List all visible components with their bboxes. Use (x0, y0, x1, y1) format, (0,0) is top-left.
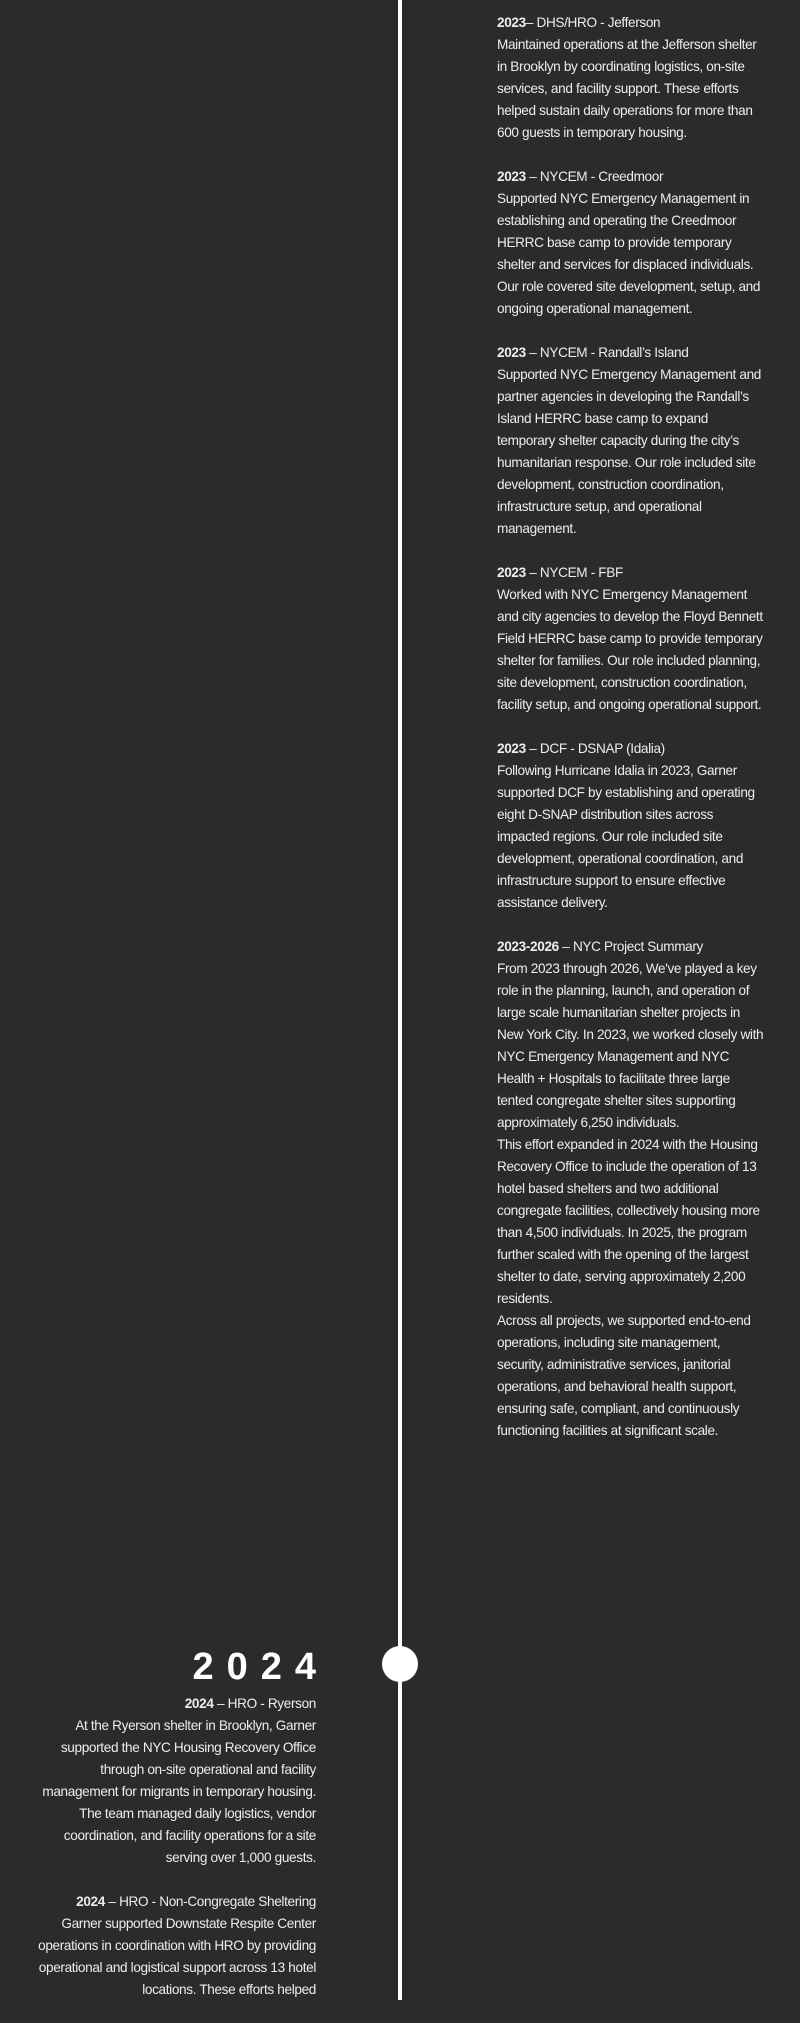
timeline-entry-dsnap-idalia (497, 738, 767, 914)
entry-heading (28, 1891, 316, 1913)
entry-separator: – (525, 565, 540, 580)
entry-description: Supported NYC Emergency Management in establishing and operating the Creedmoor HERRC base camp to provide temporary shelter and services for displaced individuals. Our role covered site development, setup, and ongoing operational management. (497, 191, 761, 316)
entry-description: Garner supported Downstate Respite Center operations in coordination with HRO by providing operational and logistical support across 13 hotel locations. These efforts helped (38, 1916, 316, 1997)
timeline-2023-column (497, 12, 767, 1464)
entry-description: At the Ryerson shelter in Brooklyn, Garner supported the NYC Housing Recovery Office through on-site operational and facility management for migrants in temporary housing. The team managed daily logistics, vendor coordination, and facility operations for a site serving over 1,000 guests. (42, 1718, 316, 1865)
entry-separator: – (525, 169, 540, 184)
entry-description: Supported NYC Emergency Management and partner agencies in developing the Randall’s Island HERRC base camp to expand temporary shelter capacity during the city’s humanitarian response. Our role included site development, construction coordination, infrastructure setup, and operational management. (497, 367, 762, 536)
entry-title: HRO - Ryerson (227, 1696, 316, 1711)
entry-description: From 2023 through 2026, We've played a key role in the planning, launch, and operation of large scale humanitarian shelter projects in New York City. In 2023, we worked closely with NYC Emergency Management and NYC Health + Hospitals to facilitate three large tented congregate shelter sites supporting approximately 6,250 individuals. (497, 961, 764, 1130)
entry-heading (497, 738, 767, 760)
entry-description: Maintained operations at the Jefferson shelter in Brooklyn by coordinating logistics, on-site services, and facility support. These efforts helped sustain daily operations for more than 600 guests in temporary housing. (497, 37, 757, 140)
entry-heading (497, 562, 767, 584)
entry-description: Across all projects, we supported end-to-end operations, including site management, security, administrative services, janitorial operations, and behavioral health support, ensuring safe, compliant, and continuously functioning facilities at significant scale. (497, 1313, 751, 1438)
entry-separator: – (213, 1696, 228, 1711)
year-heading: 2024 (192, 1646, 329, 1688)
entry-description: Following Hurricane Idalia in 2023, Garner supported DCF by establishing and operating eight D-SNAP distribution sites across impacted regions. Our role included site development, operational coordination, and infrastructure support to ensure effective assistance delivery. (497, 763, 755, 910)
entry-title: NYCEM - FBF (539, 565, 623, 580)
entry-year: 2023 (497, 169, 526, 184)
entry-title: NYCEM - Randall’s Island (539, 345, 689, 360)
timeline-2024-column (28, 1646, 329, 2023)
entry-heading (497, 342, 767, 364)
timeline-entry-non-congregate (28, 1891, 316, 2001)
entry-separator: – (104, 1894, 120, 1909)
entry-separator: – (525, 345, 540, 360)
entry-year: 2023 (497, 345, 526, 360)
timeline-entry-randalls-island (497, 342, 767, 540)
entry-year: 2023 (497, 741, 526, 756)
timeline-entry-jefferson (497, 12, 767, 144)
entry-heading (497, 936, 767, 958)
entry-heading (497, 12, 767, 34)
entry-title: DCF - DSNAP (Idalia) (539, 741, 665, 756)
timeline-line (398, 0, 402, 2000)
entry-year: 2023 (497, 565, 526, 580)
entry-separator: – (558, 939, 573, 954)
timeline-entry-nyc-summary (497, 936, 767, 1442)
entry-description: This effort expanded in 2024 with the Housing Recovery Office to include the operation of 13 hotel based shelters and two additional congregate facilities, collectively housing more than 4,500 individuals. In 2025, the program further scaled with the opening of the largest shelter to date, serving approximately 2,200 residents. (497, 1137, 760, 1306)
entry-year: 2024 (76, 1894, 105, 1909)
entry-separator: – (525, 15, 537, 30)
entry-title: NYCEM - Creedmoor (539, 169, 664, 184)
timeline-entry-creedmoor (497, 166, 767, 320)
entry-year: 2023-2026 (497, 939, 559, 954)
entry-title: NYC Project Summary (572, 939, 704, 954)
entry-separator: – (525, 741, 540, 756)
timeline-entry-ryerson (28, 1693, 316, 1869)
entry-year: 2023 (497, 15, 526, 30)
timeline-year-marker (382, 1646, 418, 1682)
entry-year: 2024 (184, 1696, 214, 1711)
entry-title: DHS/HRO - Jefferson (536, 15, 661, 30)
timeline-entry-fbf (497, 562, 767, 716)
entry-title: HRO - Non-Congregate Sheltering (119, 1894, 316, 1909)
entry-heading (497, 166, 767, 188)
entry-description: Worked with NYC Emergency Management and city agencies to develop the Floyd Bennett Field HERRC base camp to provide temporary shelter for families. Our role included planning, site development, construction coordination, facility setup, and ongoing operational support. (497, 587, 763, 712)
entry-heading (28, 1693, 316, 1715)
